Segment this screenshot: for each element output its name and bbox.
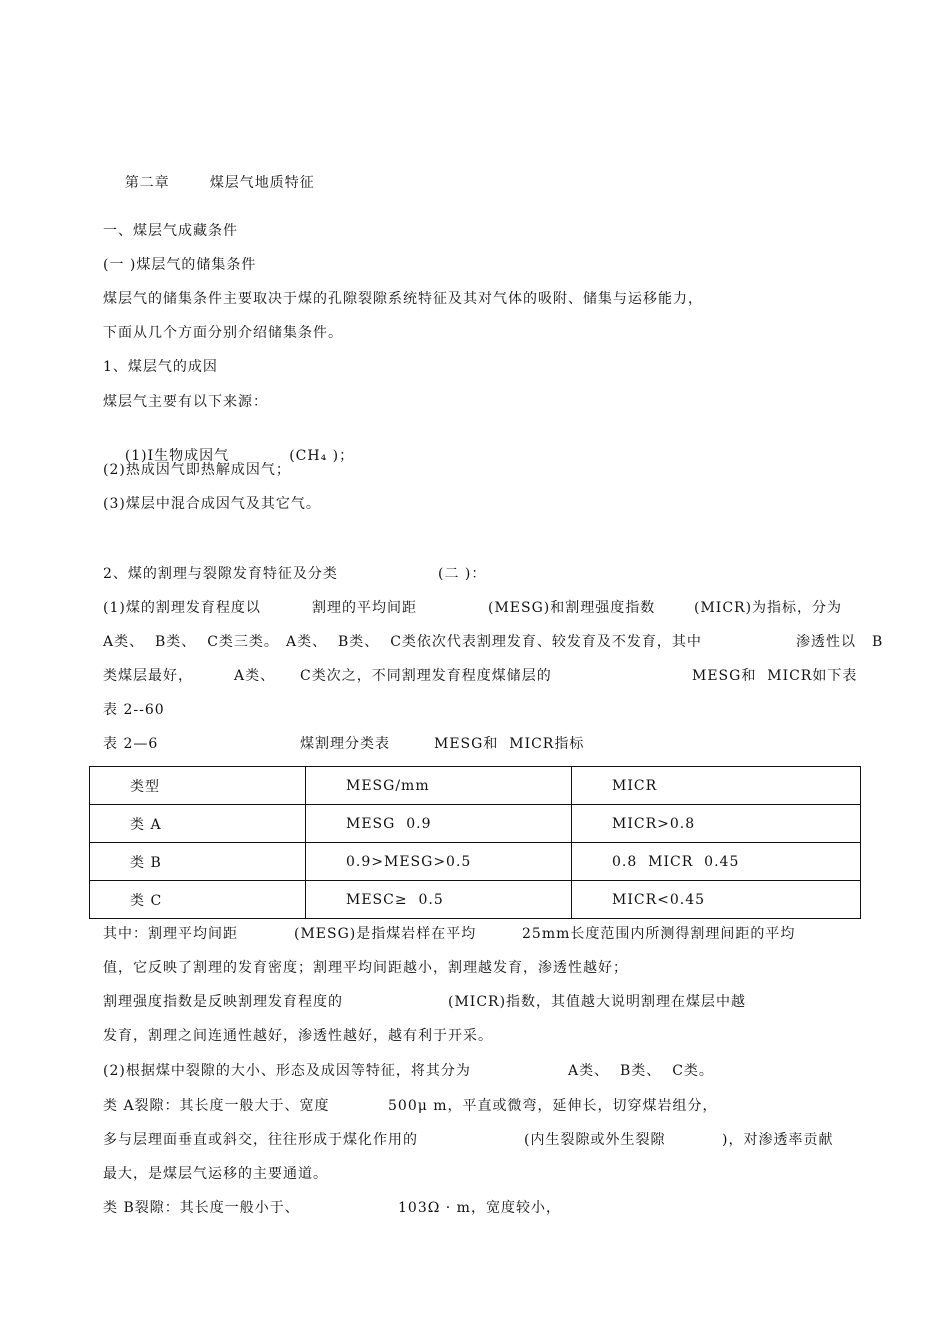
table-cell: 0.8 MICR 0.45 xyxy=(572,843,861,881)
intro-line-1: 煤层气的储集条件主要取决于煤的孔隙裂隙系统特征及其对气体的吸附、储集与运移能力， xyxy=(103,291,703,307)
para4-text: )，对渗透率贡献 xyxy=(722,1132,834,1148)
para2-text: A类、 B类、 C类依次代表割理发育、较发育及不发育，其中 xyxy=(286,634,702,650)
para3-text: (MICR)指数，其值越大说明割理在煤层中越 xyxy=(448,994,747,1010)
para4-text: 类 B裂隙：其长度一般小于、 xyxy=(103,1200,300,1216)
section-heading: 一、煤层气成藏条件 xyxy=(103,223,238,239)
table-header-cell: MICR xyxy=(572,767,861,805)
para2-text: (MESG)和割理强度指数 xyxy=(488,600,656,616)
para4-text: (2)根据煤中裂隙的大小、形态及成因等特征，将其分为 xyxy=(103,1063,471,1079)
para2-text: 类煤层最好， xyxy=(103,668,193,684)
item1-heading: 1、煤层气的成因 xyxy=(103,359,218,375)
table-header-cell: 类型 xyxy=(90,767,306,805)
para2-text: C类次之，不同割理发育程度煤储层的 xyxy=(300,668,552,684)
intro-line-2: 下面从几个方面分别介绍储集条件。 xyxy=(103,325,343,341)
para4-text: 多与层理面垂直或斜交，往往形成于煤化作用的 xyxy=(103,1132,418,1148)
table-caption-index: MESG和 MICR指标 xyxy=(434,736,585,752)
para2-text: B xyxy=(872,634,884,650)
table-row xyxy=(90,805,861,843)
table-cell: MICR<0.45 xyxy=(572,881,861,919)
table-cell: MESG 0.9 xyxy=(306,805,572,843)
list-text-extra: (CH₄ )； xyxy=(289,448,355,464)
para2-text: A类、 xyxy=(234,668,276,684)
subsection-heading: (一 )煤层气的储集条件 xyxy=(103,257,257,273)
para3-text: 25mm长度范围内所测得割理间距的平均 xyxy=(522,926,796,942)
para4-text: 最大，是煤层气运移的主要通道。 xyxy=(103,1166,328,1182)
item2-heading: 2、煤的割理与裂隙发育特征及分类 xyxy=(103,566,338,582)
para3-text: 其中：割理平均间距 xyxy=(103,926,238,942)
para4-text: (内生裂隙或外生裂隙 xyxy=(524,1132,666,1148)
para4-text: 500μ m，平直或微弯，延伸长，切穿煤岩组分， xyxy=(388,1098,718,1114)
table-header-cell: MESG/mm xyxy=(306,767,572,805)
cleat-classification-table xyxy=(89,766,861,919)
para2-text: 割理的平均间距 xyxy=(312,600,417,616)
item1-list-2: (2)热成因气即热解成因气； xyxy=(103,462,291,478)
table-cell: 类 A xyxy=(90,805,306,843)
para3-text: 值，它反映了割理的发育密度；割理平均间距越小，割理越发育，渗透性越好； xyxy=(103,960,628,976)
table-cell: 类 C xyxy=(90,881,306,919)
item1-subheading: 煤层气主要有以下来源： xyxy=(103,394,268,410)
chapter-number: 第二章 xyxy=(124,175,170,191)
table-header-row xyxy=(90,767,861,805)
para2-text: A类、 B类、 C类三类。 xyxy=(103,634,279,650)
para4-text: 类 A裂隙：其长度一般大于、宽度 xyxy=(103,1098,330,1114)
para4-text: A类、 B类、 C类。 xyxy=(568,1063,714,1079)
table-cell: MICR>0.8 xyxy=(572,805,861,843)
para2-text: (1)煤的割理发育程度以 xyxy=(103,600,261,616)
chapter-heading xyxy=(103,153,315,213)
table-cell: 类 B xyxy=(90,843,306,881)
table-cell: 0.9>MESG>0.5 xyxy=(306,843,572,881)
item1-list-3: (3)煤层中混合成因气及其它气。 xyxy=(103,496,321,512)
para4-text: 103Ω · m，宽度较小， xyxy=(398,1200,561,1216)
para3-text: (MESG)是指煤岩样在平均 xyxy=(294,926,477,942)
para3-text: 发育，割理之间连通性越好，渗透性越好，越有利于开采。 xyxy=(103,1028,493,1044)
item2-heading-tag: (二 )： xyxy=(438,566,487,582)
table-caption-label: 表 2—6 xyxy=(103,736,159,752)
para2-table-ref: 表 2--60 xyxy=(103,702,165,718)
table-row xyxy=(90,881,861,919)
list-text: (1)I生物成因气 xyxy=(124,448,230,464)
para2-text: 渗透性以 xyxy=(796,634,856,650)
para3-text: 割理强度指数是反映割理发育程度的 xyxy=(103,994,343,1010)
para2-text: (MICR)为指标，分为 xyxy=(694,600,843,616)
table-cell: MESC≥ 0.5 xyxy=(306,881,572,919)
table-row xyxy=(90,843,861,881)
chapter-title: 煤层气地质特征 xyxy=(209,175,315,191)
para2-text: MESG和 MICR如下表 xyxy=(692,668,858,684)
table-caption-title: 煤割理分类表 xyxy=(300,736,390,752)
